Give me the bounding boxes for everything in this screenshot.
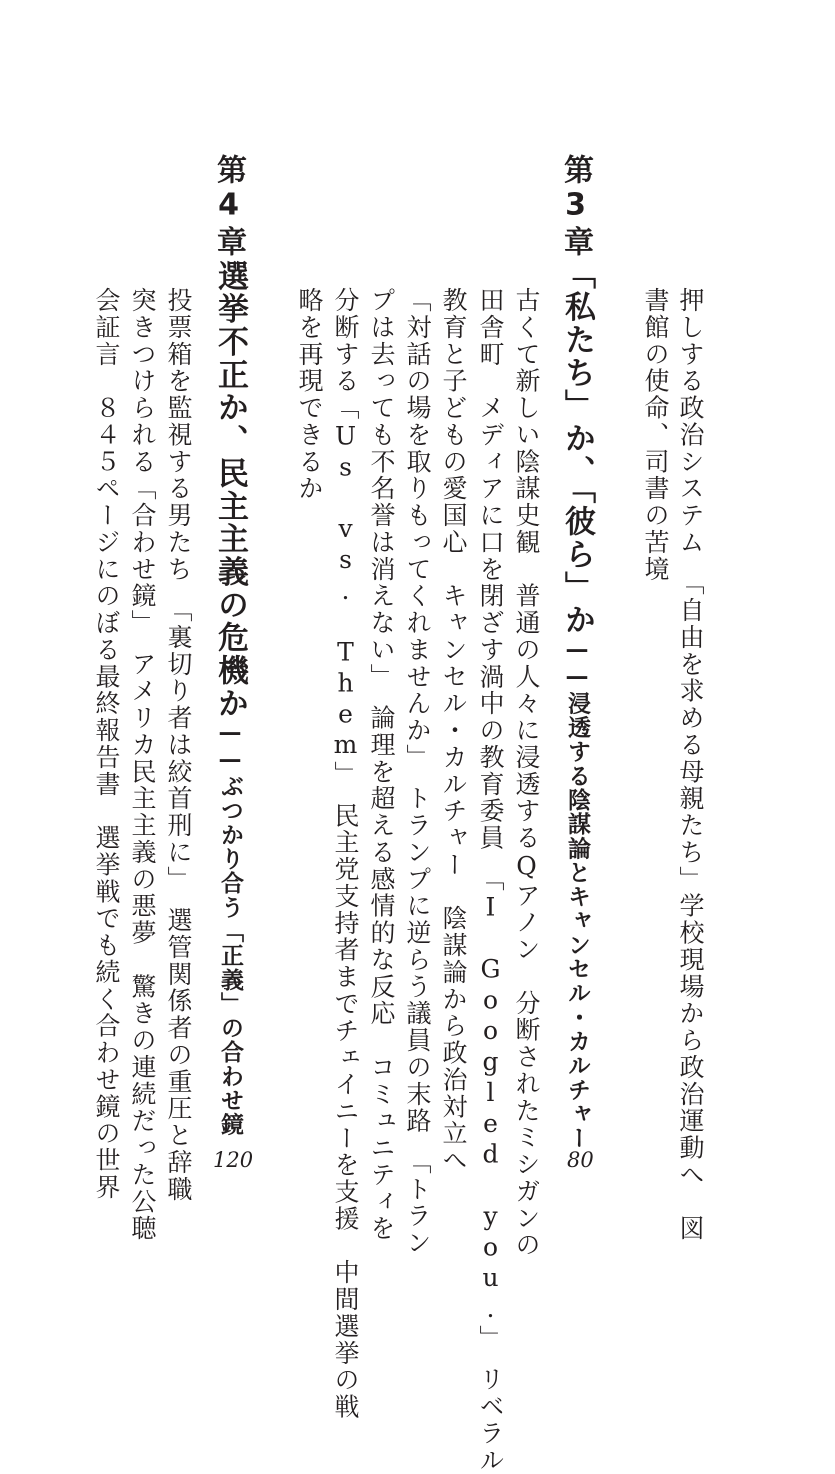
chapter3-line-4: 「対話の場を取りもってくれませんか」 トランプに逆らう議員の末路 「トラン <box>403 287 432 1257</box>
chapter4-title-main: 選挙不正か、民主主義の危機か <box>212 260 248 721</box>
chapter4-label: 第4章 <box>211 154 246 260</box>
chapter4-line-2: 突きつけられる「合わせ鏡」 アメリカ民主主義の悪夢 驚きの連続だった公聴 <box>128 287 157 1242</box>
chapter4-page-number: 120 <box>213 1148 254 1172</box>
chapter3-line-7: 略を再現できるか <box>295 287 324 502</box>
prev-section-line-2: 書館の使命、司書の苦境 <box>641 287 670 583</box>
chapter3-label: 第3章 <box>558 154 593 260</box>
prev-section-line-1: 押しする政治システム 「自由を求める母親たち」学校現場から政治運動へ 図 <box>676 287 705 1242</box>
chapter3-line-2: 田舎町 メディアに口を閉ざす渦中の教育委員 「I Googled you.」 リベラル <box>476 287 505 1474</box>
chapter3-line-1: 古くて新しい陰謀史観 普通の人々に浸透するQアノン 分断されたミシガンの <box>512 287 541 1259</box>
chapter3-page-number: 80 <box>567 1148 594 1172</box>
chapter3-line-5: プは去っても不名誉は消えない」 論理を超える感情的な反応 コミュニティを <box>367 287 396 1242</box>
chapter4-title <box>212 260 248 1137</box>
chapter3-title <box>559 258 595 1150</box>
chapter4-subtitle: ——ぶつかり合う「正義」の合わせ鏡 <box>217 720 243 1137</box>
chapter3-subtitle: ——浸透する陰謀論とキャンセル・カルチャー <box>564 636 590 1150</box>
chapter4-line-3: 会証言 ８４５ページにのぼる最終報告書 選挙戦でも続く合わせ鏡の世界 <box>92 287 121 1201</box>
chapter4-line-1: 投票箱を監視する男たち 「裏切り者は絞首刑に」 選管関係者の重圧と辞職 <box>164 287 193 1203</box>
chapter3-line-3: 教育と子どもの愛国心 キャンセル・カルチャー 陰謀論から政治対立へ <box>439 287 468 1174</box>
chapter3-line-6: 分断する「Us vs. Them」 民主党支持者までチェイニーを支援 中間選挙の戦 <box>331 287 360 1421</box>
chapter3-title-main: 「私たち」か、「彼ら」か <box>559 258 595 637</box>
